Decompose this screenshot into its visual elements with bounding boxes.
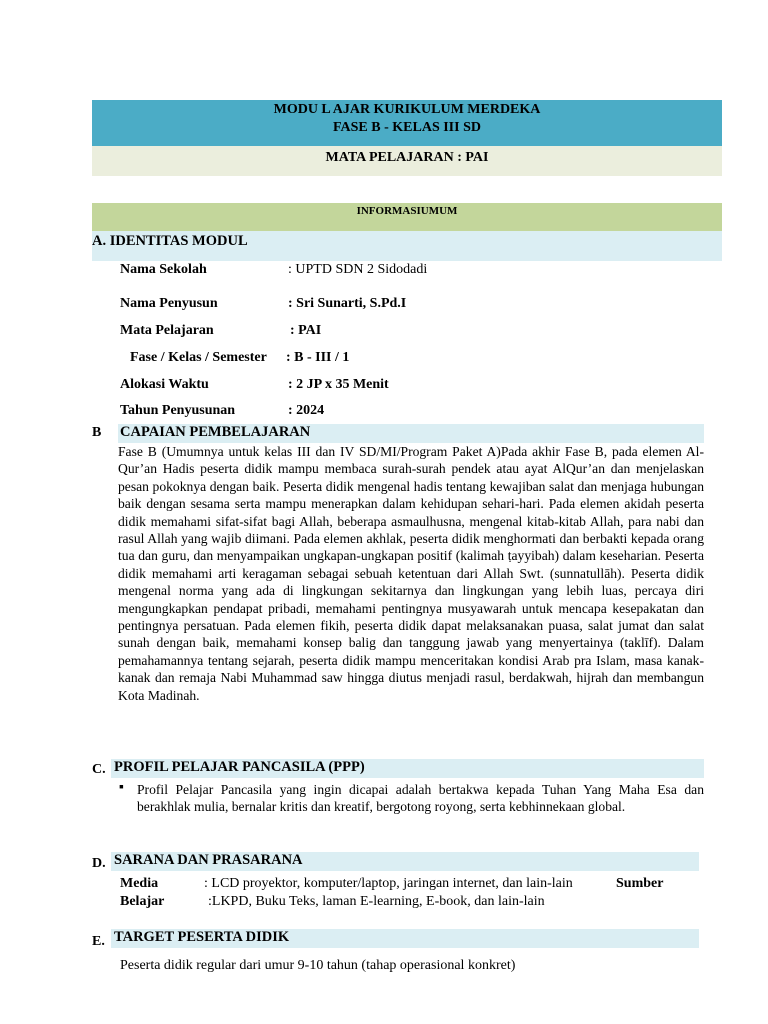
learning-outcomes-paragraph: Fase B (Umumnya untuk kelas III dan IV SD/MI/Program Paket A)Pada akhir Fase B, pada elemen Al-Qur’an Hadis peserta didik mampu membaca surah-surah pendek atau ayat AlQur’an dan menjelaskan pesan pokoknya dengan baik. Peserta didik mengenal hadis tentang kewajiban salat dan menjaga hubungan baik dengan sesama serta mampu menerapkan dalam kehidupan sehari-hari. Pada elemen akidah peserta didik memahami sifat-sifat bagi Allah, beberapa asmaulhusna, mengenal kitab-kitab Allah, para nabi dan rasul Allah yang wajib diimani. Pada elemen akhlak, peserta didik menghormati dan berbakti kepada orang tua dan guru, dan menyampaikan ungkapan-ungkapan positif (kalimah ṭayyibah) dalam keseharian. Peserta didik memahami arti keragaman sebagai sebuah ketentuan dari Allah Swt. (sunnatullāh). Peserta didik mengenal norma yang ada di lingkungan sekitarnya dan lingkungan yang lebih luas, percaya diri mengungkapkan pendapat pribadi, memahami pentingnya musyawarah untuk mencapa kesepakatan dan pentingnya persatuan. Pada elemen fikih, peserta didik dapat melaksanakan puasa, salat jumat dan salat sunah dengan baik, memahami konsep balig dan tanggung jawab yang menyertainya (taklīf). Dalam pemahamannya tentang sejarah, peserta didik mampu menceritakan kondisi Arab pra Islam, masa kanak-kanak dan remaja Nabi Muhammad saw hingga diutus menjadi rasul, berdakwah, hijrah dan membangun Kota Madinah. — [118, 444, 704, 703]
identity-label: Tahun Penyusunan — [120, 403, 236, 418]
module-title-line1: MODU L AJAR KURIKULUM MERDEKA — [273, 102, 541, 117]
identity-value: : B - III / 1 — [286, 350, 350, 365]
section-d-letter: D. — [92, 856, 106, 871]
section-c-title: PROFIL PELAJAR PANCASILA (PPP) — [114, 759, 365, 775]
module-title-line2: FASE B - KELAS III SD — [333, 120, 481, 135]
identity-value: : 2 JP x 35 Menit — [288, 377, 389, 392]
general-info-band — [92, 203, 722, 231]
identity-label: Fase / Kelas / Semester — [130, 350, 267, 365]
media-label: Media — [120, 876, 159, 891]
section-e-letter: E. — [92, 934, 105, 949]
identity-label: Nama Penyusun — [120, 296, 218, 311]
section-b-letter: B — [92, 425, 102, 440]
section-b-title: CAPAIAN PEMBELAJARAN — [120, 424, 311, 440]
identity-label: Nama Sekolah — [120, 262, 207, 277]
subject-line: MATA PELAJARAN : PAI — [325, 150, 489, 165]
source-label-part2: Belajar — [120, 894, 165, 909]
identity-label: Mata Pelajaran — [120, 323, 214, 338]
bullet-icon: ▪ — [119, 780, 124, 795]
profile-bullet-text: Profil Pelajar Pancasila yang ingin dicapai adalah bertakwa kepada Tuhan Yang Maha Esa dan berakhlak mulia, bernalar kritis dan kreatif, bergotong royong, serta kebhinnekaan global. — [137, 782, 704, 815]
module-title-band — [92, 100, 722, 146]
section-d-title: SARANA DAN PRASARANA — [114, 852, 303, 868]
section-a-title: A. IDENTITAS MODUL — [92, 233, 248, 249]
general-info-label: INFORMASIUMUM — [356, 205, 458, 217]
media-value: : LCD proyektor, komputer/laptop, jaringan internet, dan lain-lain — [204, 876, 573, 891]
identity-value: : Sri Sunarti, S.Pd.I — [288, 296, 407, 311]
source-label-part1: Sumber — [616, 876, 664, 891]
subject-band — [92, 146, 722, 176]
section-a-band — [92, 231, 722, 261]
target-students-text: Peserta didik regular dari umur 9-10 tahun (tahap operasional konkret) — [120, 958, 516, 973]
identity-value: : 2024 — [288, 403, 325, 418]
section-e-title: TARGET PESERTA DIDIK — [114, 929, 290, 945]
identity-value: : UPTD SDN 2 Sidodadi — [288, 262, 428, 277]
source-value: :LKPD, Buku Teks, laman E-learning, E-book, dan lain-lain — [208, 894, 545, 909]
section-c-letter: C. — [92, 762, 106, 777]
identity-label: Alokasi Waktu — [120, 377, 209, 392]
identity-value: : PAI — [290, 323, 322, 338]
